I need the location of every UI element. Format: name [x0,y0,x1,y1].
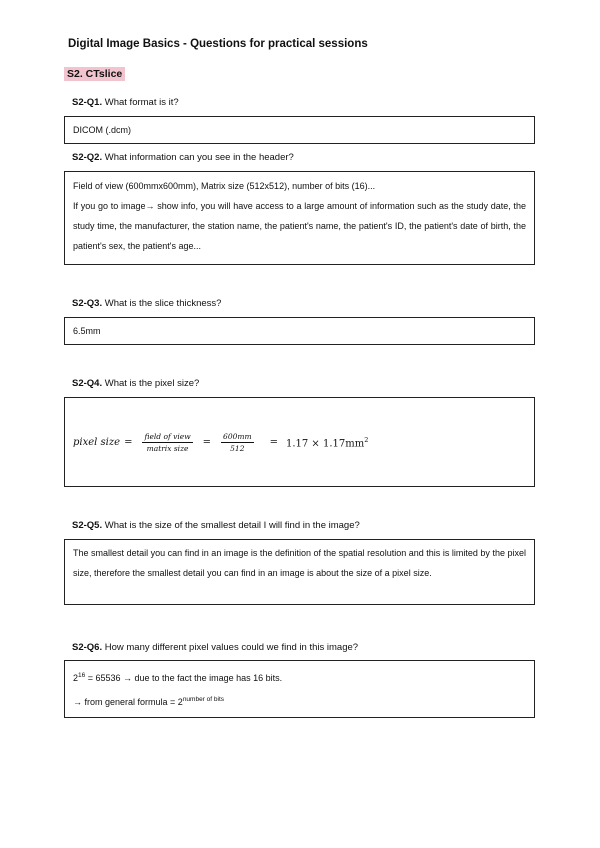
section-title: S2. CTslice [64,67,125,81]
answer-6-formula-text: → from general formula = 2 [73,697,183,707]
question-5 [72,520,360,531]
document-title: Digital Image Basics - Questions for practical sessions [68,38,368,50]
formula-result-value: 1.17 × 1.17mm [285,438,365,450]
pixel-size-formula [73,432,368,453]
answer-5-text: The smallest detail you can find in an image is the definition of the spatial resolution and this is limited by the pixel size, therefore the smallest detail you can find in an image is about the size of a pixel size. [73,548,526,578]
question-6 [72,642,358,653]
question-1-text: What format is it? [104,97,179,108]
question-4 [72,378,199,389]
answer-6-line-1 [73,665,526,689]
formula-equals-1: = [124,437,133,448]
answer-6-rest: = 65536 → due to the fact the image has 16 bits. [85,673,283,683]
fraction-2-numerator: 600mm [223,432,252,441]
answer-1-text: DICOM (.dcm) [73,125,131,135]
question-1-id: S2-Q1. [72,97,103,108]
question-5-id: S2-Q5. [72,520,103,531]
answer-2-line-2: If you go to image→ show info, you will have access to a large amount of information such as the study date, the study time, the manufacturer, the station name, the patient's name, the patient's ID, the patient's date of birth, the patient's sex, the patient's age... [73,201,526,251]
answer-box-1 [64,116,535,144]
question-1 [72,97,179,108]
fraction-1-denominator: matrix size [146,444,189,453]
question-2 [72,152,294,163]
question-2-text: What information can you see in the header? [104,152,294,163]
question-4-id: S2-Q4. [72,378,103,389]
question-3-text: What is the slice thickness? [104,298,222,309]
formula-fraction-2 [221,432,254,453]
formula-lhs: pixel size [73,437,121,448]
answer-box-2 [64,171,535,265]
answer-3-text: 6.5mm [73,326,101,336]
question-6-text: How many different pixel values could we find in this image? [104,642,359,653]
answer-6-exponent: 16 [78,672,86,679]
answer-2-line-1: Field of view (600mmx600mm), Matrix size (512x512), number of bits (16)... [73,181,376,191]
question-3 [72,298,221,309]
answer-6-line-2 [73,689,526,713]
answer-box-3 [64,317,535,345]
answer-6-formula-exponent: number of bits [182,696,224,703]
formula-result-exponent: 2 [364,435,369,444]
question-6-id: S2-Q6. [72,642,103,653]
formula-result [286,436,368,449]
question-5-text: What is the size of the smallest detail I will find in the image? [104,520,360,531]
answer-box-6 [64,660,535,718]
fraction-2-denominator: 512 [230,444,245,453]
question-3-id: S2-Q3. [72,298,103,309]
fraction-1-numerator: field of view [144,432,191,441]
answer-box-5 [64,539,535,605]
answer-6-base: 2 [73,673,79,683]
question-4-text: What is the pixel size? [104,378,200,389]
formula-equals-2: = [202,437,212,448]
formula-fraction-1 [142,432,192,453]
question-2-id: S2-Q2. [72,152,103,163]
answer-box-4 [64,397,535,487]
formula-equals-3: = [269,437,278,448]
